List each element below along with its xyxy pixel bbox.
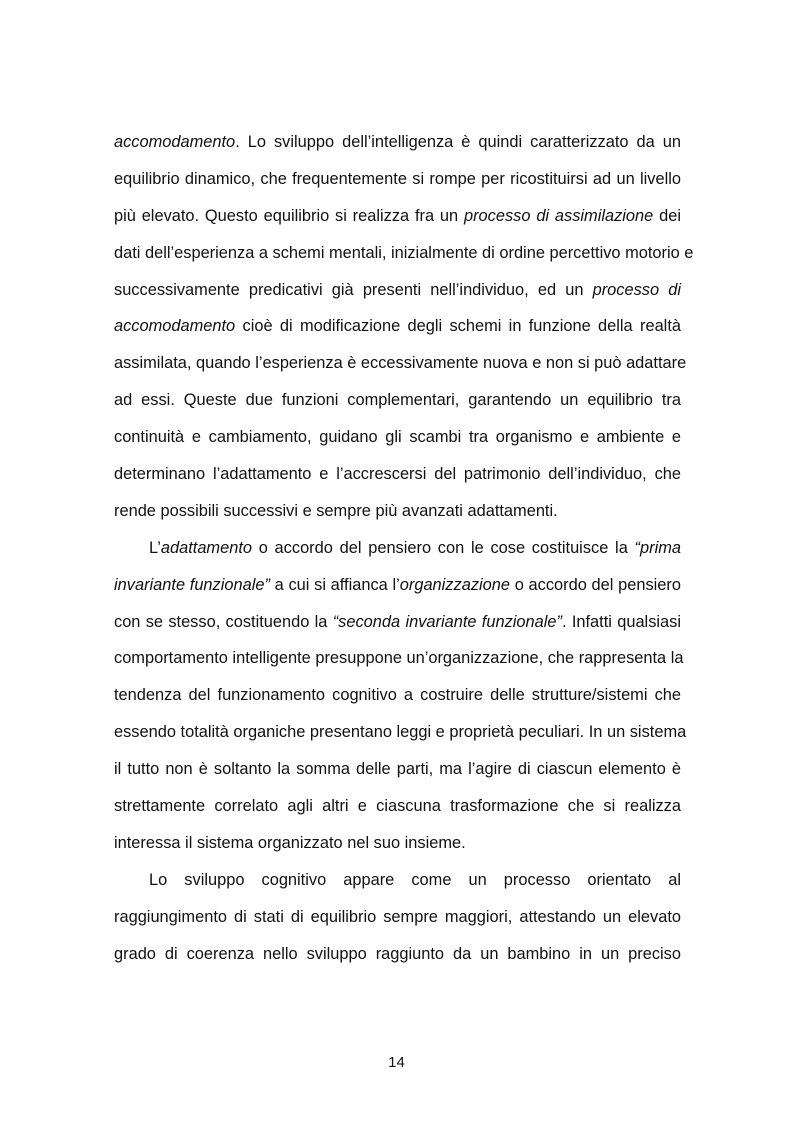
text-segment: il tutto non è soltanto la somma delle parti, ma l’agire di ciascun elemento è	[114, 760, 681, 779]
text-line	[114, 235, 694, 272]
italic-text: processo di	[592, 280, 682, 299]
text-segment: tendenza del funzionamento cognitivo a costruire delle strutture/sistemi che	[114, 686, 681, 705]
text-line	[114, 604, 681, 641]
text-line	[114, 419, 681, 456]
text-segment: strettamente correlato agli altri e ciascuna trasformazione che si realizza	[114, 797, 681, 816]
text-segment: raggiungimento di stati di equilibrio sempre maggiori, attestando un elevato	[114, 907, 681, 926]
text-segment: rende possibili successivi e sempre più avanzati adattamenti.	[114, 501, 558, 520]
text-segment: ad essi. Queste due funzioni complementari, garantendo un equilibrio tra	[114, 391, 681, 410]
italic-text: “prima	[634, 538, 681, 557]
text-segment: o accordo del pensiero	[510, 575, 681, 594]
text-segment: determinano l’adattamento e l’accrescersi del patrimonio dell’individuo, che	[114, 465, 681, 484]
text-line	[114, 751, 681, 788]
text-segment: assimilata, quando l’esperienza è eccessivamente nuova e non si può adattare	[114, 354, 687, 373]
text-segment: . Infatti qualsiasi	[561, 612, 681, 631]
text-segment: cioè di modificazione degli schemi in funzione della realtà	[235, 317, 681, 336]
text-line	[114, 936, 681, 973]
text-line	[114, 567, 681, 604]
italic-text: accomodamento	[114, 133, 236, 151]
text-segment: più elevato. Questo equilibrio si realizza fra un	[114, 206, 464, 225]
italic-text: “seconda invariante funzionale”	[332, 612, 562, 631]
text-line	[114, 161, 681, 198]
text-segment: con se stesso, costituendo la	[114, 612, 333, 631]
text-line	[114, 493, 681, 530]
text-line	[114, 825, 681, 862]
italic-text: organizzazione	[399, 575, 511, 594]
text-segment: equilibrio dinamico, che frequentemente si rompe per ricostituirsi ad un livello	[114, 169, 681, 188]
text-line	[114, 899, 681, 936]
text-segment: continuità e cambiamento, guidano gli scambi tra organismo e ambiente e	[114, 428, 681, 447]
page-number: 14	[388, 1054, 405, 1071]
text-segment: essendo totalità organiche presentano leggi e proprietà peculiari. In un sistema	[114, 723, 687, 742]
text-line	[114, 456, 681, 493]
italic-text: processo di assimilazione	[463, 206, 654, 225]
text-line	[114, 714, 687, 751]
text-line	[114, 788, 681, 825]
text-segment: grado di coerenza nello sviluppo raggiunto da un bambino in un preciso	[114, 944, 681, 963]
text-segment: interessa il sistema organizzato nel suo insieme.	[114, 833, 466, 852]
text-line	[114, 345, 687, 382]
text-line	[114, 198, 681, 235]
text-segment: dei	[653, 206, 681, 225]
text-line	[114, 308, 681, 345]
text-segment: successivamente predicativi già presenti nell’individuo, ed un	[114, 280, 593, 299]
text-line	[114, 862, 681, 899]
text-line	[114, 382, 681, 419]
text-line	[114, 640, 684, 677]
document-body	[114, 124, 694, 972]
text-segment: Lo sviluppo cognitivo appare come un processo orientato al	[149, 870, 681, 889]
text-segment: a cui si affianca l’	[269, 575, 400, 594]
italic-text: invariante funzionale”	[114, 575, 270, 594]
italic-text: adattamento	[160, 538, 252, 557]
text-line	[114, 272, 681, 309]
text-line	[114, 530, 681, 567]
text-line	[114, 677, 681, 714]
text-line	[114, 124, 681, 161]
text-segment: L’	[149, 538, 161, 557]
text-segment: . Lo sviluppo dell’intelligenza è quindi caratterizzato da un	[235, 133, 681, 151]
italic-text: accomodamento	[114, 317, 236, 336]
text-segment: comportamento intelligente presuppone un’organizzazione, che rappresenta la	[114, 649, 684, 668]
text-segment: o accordo del pensiero con le cose costituisce la	[251, 538, 635, 557]
text-segment: dati dell’esperienza a schemi mentali, inizialmente di ordine percettivo motorio e	[114, 243, 694, 262]
